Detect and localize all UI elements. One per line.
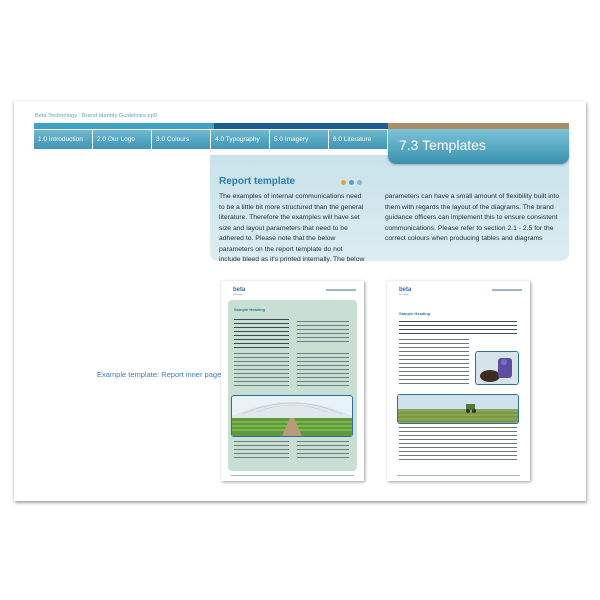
text-line <box>234 449 289 450</box>
text-line <box>297 333 349 334</box>
text-line <box>234 441 289 442</box>
text-line <box>297 369 349 370</box>
text-line <box>297 321 349 322</box>
tab-3-0-colours[interactable]: 3.0 Colours <box>152 130 211 149</box>
text-line <box>399 451 517 452</box>
greenhouse-image <box>232 396 352 436</box>
beta-logo-sub: technology <box>233 294 243 296</box>
text-line <box>297 377 349 378</box>
greenhouse-photo <box>231 395 353 437</box>
field-photo <box>397 394 519 424</box>
template-thumbnail-green <box>221 281 364 481</box>
text-line <box>297 385 349 386</box>
text-line <box>399 383 469 384</box>
text-line <box>399 339 469 340</box>
text-line <box>399 459 517 460</box>
text-line <box>399 351 469 352</box>
text-line <box>297 353 349 354</box>
text-line <box>297 441 349 442</box>
brochure-page <box>14 101 586 501</box>
tab-templates-active[interactable] <box>388 129 569 164</box>
top-bar-teal <box>34 123 214 129</box>
text-line <box>234 335 289 336</box>
beta-logo: beta <box>399 287 412 293</box>
text-line <box>234 369 289 370</box>
document-breadcrumb: Beta Technology : Brand Identity Guidelines pp9 <box>35 113 158 119</box>
text-line <box>234 385 289 386</box>
text-line <box>234 353 289 354</box>
text-line <box>399 343 469 344</box>
science-photo <box>475 351 519 385</box>
template-thumbnail-white <box>387 281 530 481</box>
text-line <box>234 381 289 382</box>
thumb-header-rule <box>326 289 356 291</box>
science-image <box>476 352 518 384</box>
dot-icon <box>341 180 346 185</box>
text-line <box>234 343 289 344</box>
thumb-header-rule <box>492 289 522 291</box>
body-text-column-2: parameters can have a small amount of flexibility built into them with regards the layout of the diagrams. The brand guidance officers can implement this to ensure consistent communications. Please refer to section 2.1 - 2.5 for the correct colours when producing tables and diagrams <box>385 193 560 242</box>
text-line <box>399 355 469 356</box>
text-line <box>297 381 349 382</box>
text-line <box>399 321 517 322</box>
tab-6-0-literature[interactable]: 6.0 Literature <box>329 130 388 149</box>
text-line <box>297 449 349 450</box>
text-line <box>399 455 517 456</box>
text-line <box>297 453 349 454</box>
text-line <box>399 367 469 368</box>
text-line <box>399 435 517 436</box>
text-line <box>399 447 517 448</box>
text-line <box>297 373 349 374</box>
text-line <box>234 365 289 366</box>
text-line <box>399 371 469 372</box>
top-bar-navy <box>214 123 388 129</box>
field-image <box>398 395 518 423</box>
text-line <box>234 445 289 446</box>
tab-4-0-typography[interactable]: 4.0 Typography <box>211 130 270 149</box>
pagination-dots <box>341 180 362 185</box>
dot-icon <box>357 180 362 185</box>
text-line <box>234 347 289 348</box>
text-line <box>234 373 289 374</box>
text-line <box>297 325 349 326</box>
thumb-footer-rule <box>231 475 354 476</box>
text-line <box>399 443 517 444</box>
text-line <box>234 453 289 454</box>
text-line <box>234 357 289 358</box>
text-line <box>399 325 517 326</box>
text-line <box>234 319 289 320</box>
text-line <box>399 431 517 432</box>
text-line <box>399 375 469 376</box>
example-caption: Example template: Report inner page <box>97 370 222 379</box>
tab-5-0-imagery[interactable]: 5.0 Imagery <box>270 130 329 149</box>
text-line <box>297 361 349 362</box>
text-line <box>234 331 289 332</box>
section-title: Report template <box>219 176 296 187</box>
thumb-sample-heading: Sample Heading <box>399 311 431 316</box>
text-line <box>399 329 517 330</box>
text-line <box>297 445 349 446</box>
section-nav <box>34 130 388 149</box>
text-line <box>399 439 517 440</box>
beta-logo: beta <box>233 287 246 293</box>
dot-icon <box>349 180 354 185</box>
text-line <box>399 347 469 348</box>
text-line <box>234 339 289 340</box>
thumb-sample-heading: Sample Heading <box>234 307 266 312</box>
text-line <box>234 361 289 362</box>
text-line <box>297 341 349 342</box>
text-line <box>297 457 349 458</box>
tab-1-0-introduction[interactable]: 1.0 Introduction <box>34 130 93 149</box>
text-line <box>297 337 349 338</box>
text-line <box>399 333 517 334</box>
tab-2-0-our-logo[interactable]: 2.0 Our Logo <box>93 130 152 149</box>
text-line <box>297 329 349 330</box>
text-line <box>234 457 289 458</box>
text-line <box>399 379 469 380</box>
text-line <box>399 427 517 428</box>
thumb-footer-rule <box>397 475 520 476</box>
active-tab-label: 7.3 Templates <box>399 137 486 153</box>
text-line <box>234 323 289 324</box>
text-line <box>399 359 469 360</box>
text-line <box>297 357 349 358</box>
text-line <box>234 327 289 328</box>
body-text-column-1: The examples of internal communications need to be a little bit more structured than the general literature. Therefore the examples will have set size and layout parameters that need to be adhered to. Please note that the below parameters on the report template do not include bleed as it's printed internally. The below <box>219 193 365 263</box>
text-line <box>297 365 349 366</box>
beta-logo-sub: technology <box>399 294 409 296</box>
text-line <box>234 377 289 378</box>
text-line <box>399 363 469 364</box>
